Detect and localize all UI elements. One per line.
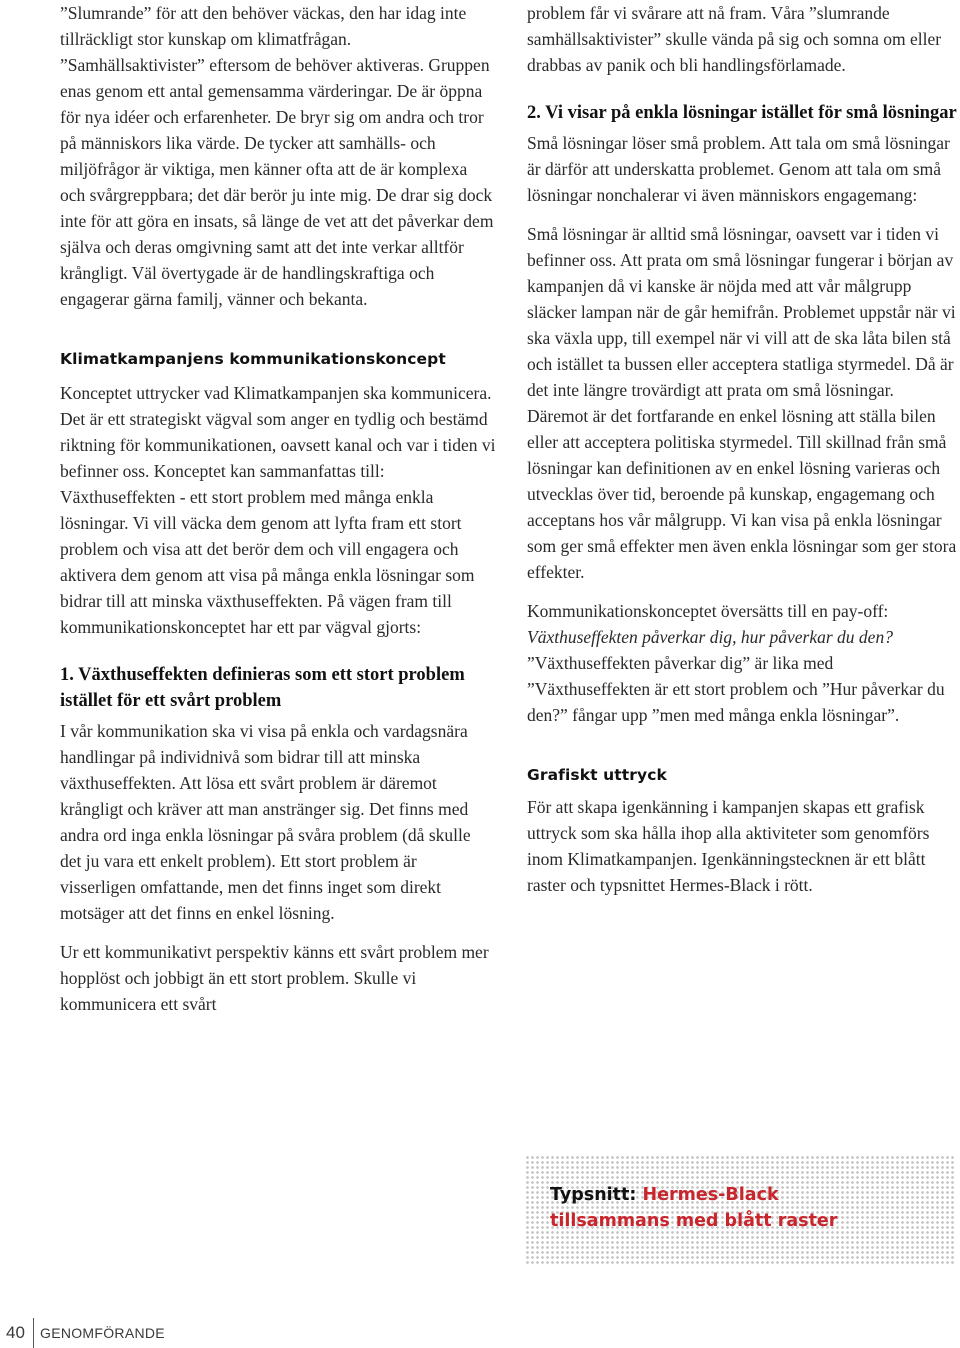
typeface-label: Typsnitt: xyxy=(550,1185,643,1205)
section-label: GENOMFÖRANDE xyxy=(40,1325,165,1341)
page-number: 40 xyxy=(6,1323,25,1342)
graphic-paragraph: För att skapa igenkänning i kampanjen skapas ett grafisk uttryck som ska hålla ihop alla aktiviteter som genomförs inom Klimatkampanjen. Igenkänningstecknen är ett blått raster och typsnittet Hermes-Black i rött. xyxy=(527,797,930,895)
footer-divider xyxy=(33,1318,34,1348)
concept-heading: Klimatkampanjens kommunikationskoncept xyxy=(60,350,446,368)
payoff-paragraph xyxy=(527,598,957,728)
typeface-sample-line-2 xyxy=(550,1208,837,1234)
payoff-text-start: Kommunikationskonceptet översätts till en pay-off: xyxy=(527,601,889,621)
continuation-paragraph: problem får vi svårare att nå fram. Våra ”slumrande samhällsaktivister” skulle vända på sig och somna om eller drabbas av panik och bli handlingsförlamade. xyxy=(527,3,942,75)
right-column xyxy=(527,0,957,898)
simple-solutions-paragraph: Små lösningar är alltid små lösningar, oavsett var i tiden vi befinner oss. Att prata om små lösningar fungerar i början av kampanjen då vi kanske är nöjda med att vår målgrupp släcker lampan när de går hemifrån. Problemet uppstår när vi ska växla upp, till exempel när vi vill att de ska låta bilen stå och istället ta bussen eller acceptera statliga styrmedel. Då är det inte längre trovärdigt att prata om små lösningar. Däremot är det fortfarande en enkel lösning att ställa bilen eller att acceptera politiska styrmedel. Till skillnad från små lösningar kan definitionen av en enkel lösning varieras och utvecklas över tid, beroende på kunskap, engagemang och acceptans hos vår målgrupp. Vi kan visa på enkla lösningar som ger små effekter men även enkla lösningar som ger stora effekter. xyxy=(527,224,957,582)
perspective-paragraph: Ur ett kommunikativt perspektiv känns ett svårt problem mer hopplöst och jobbigt än ett stort problem. Skulle vi kommunicera ett svårt xyxy=(60,942,489,1014)
left-column xyxy=(60,0,496,1017)
payoff-slogan: Växthuseffekten påverkar dig, hur påverkar du den? xyxy=(527,627,893,647)
big-problem-paragraph: I vår kommunikation ska vi visa på enkla och vardagsnära handlingar på individnivå som bidrar till att minska växthuseffekten. Att lösa ett svårt problem är däremot krångligt och kräver att man anstränger sig. Det finns med andra ord inga enkla lösningar på svåra problem (då skulle det ju vara ett enkelt problem). Ett stort problem är visserligen omfattande, men det finns inget som direkt motsäger att det finns en enkel lösning. xyxy=(60,721,471,923)
concept-paragraph: Konceptet uttrycker vad Klimatkampanjen ska kommunicera. Det är ett strategiskt vägval som anger en tydlig och bestämd riktning för kommunikationen, oavsett kanal och var i tiden vi befinner oss. Konceptet kan sammanfattas till: Växthuseffekten - ett stort problem med många enkla lösningar. Vi vill väcka dem genom att lyfta fram ett stort problem och visa att det berör dem och vill engagera och aktivera dem genom att visa på många enkla lösningar som bidrar till att minska växthuseffekten. På vägen fram till kommunikationskonceptet har ett par vägval gjorts: xyxy=(60,383,496,637)
small-solutions-paragraph: Små lösningar löser små problem. Att tala om små lösningar är därför att underskatta problemet. Genom att tala om små lösningar nonchalerar vi även människors engagemang: xyxy=(527,133,950,205)
payoff-text-end: ”Växthuseffekten påverkar dig” är lika med ”Växthuseffekten är ett stort problem och ”Hur påverkar du den?” fångar upp ”men med många enkla lösningar”. xyxy=(527,653,945,725)
subheading-simple-solutions: 2. Vi visar på enkla lösningar istället för små lösningar xyxy=(527,103,957,123)
intro-paragraph: ”Slumrande” för att den behöver väckas, den har idag inte tillräckligt stor kunskap om klimatfrågan. ”Samhällsaktivister” eftersom de behöver aktiveras. Gruppen enas genom ett antal gemensamma värderingar. De är öppna för nya idéer och erfarenheter. De bryr sig om andra och tror på människors lika värde. De tycker att samhälls- och miljöfrågor är viktiga, men känner ofta att de är komplexa och svårgreppbara; det där berör ju inte mig. De drar sig dock inte för att göra en insats, så länge de vet att det påverkar dem själva och deras omgivning samt att det inte verkar alltför krångligt. Väl övertygade är de handlingskraftiga och engagerar gärna familj, vänner och bekanta. xyxy=(60,3,494,309)
subheading-big-problem: 1. Växthuseffekten definieras som ett stort problem istället för ett svårt problem xyxy=(60,665,465,711)
typeface-raster-text: tillsammans med blått raster xyxy=(550,1211,838,1231)
graphic-heading: Grafiskt uttryck xyxy=(527,766,667,784)
typeface-name: Hermes-Black xyxy=(642,1185,779,1205)
typeface-sample-line-1 xyxy=(550,1182,779,1208)
page-footer xyxy=(0,1318,400,1346)
